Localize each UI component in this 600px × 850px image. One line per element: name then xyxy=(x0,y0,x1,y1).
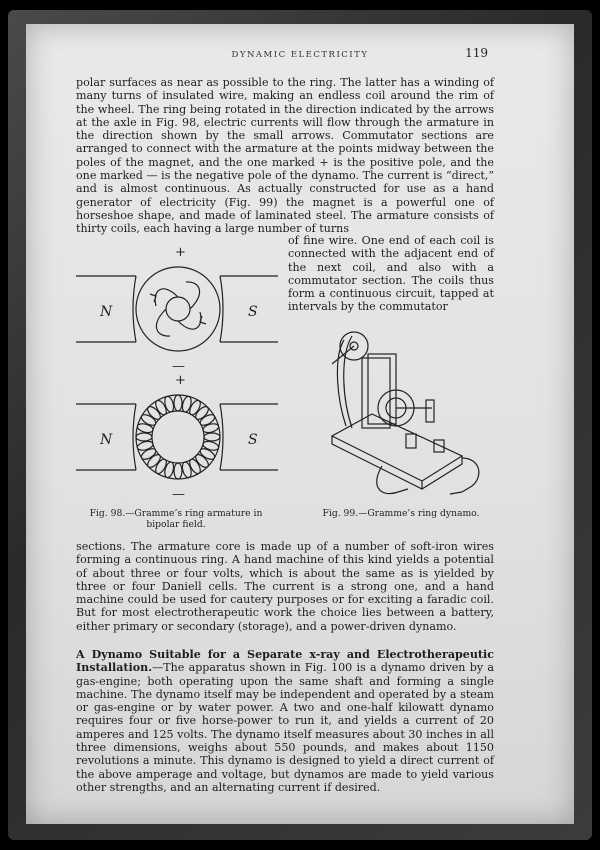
armature-coil xyxy=(136,422,154,434)
fig98-top-diagram xyxy=(72,246,282,372)
fig98-bottom-plus-label: + xyxy=(175,374,186,388)
paragraph-polar-surfaces: polar surfaces as near as possible to the ring. The latter has a winding of many turns of insulated wire, making an endless coil around the rim of the wheel. The ring being rotated in the direction indicated by the arrows at the axle in Fig. 98, electric currents will flow through the armature in the direction shown by the small arrows. Commutator sections are arranged to connect with the armature at the points midway between the poles of the magnet, and the one marked + is the positive pole, and the one marked — is the negative pole of the dynamo. The current is “direct,” and is almost continuous. As actually constructed for use as a hand generator of electricity (Fig. 99) the magnet is a powerful one of horseshoe shape, and made of laminated steel. The armature consists of thirty coils, each having a large number of turns xyxy=(76,76,494,236)
fig99-caption: Fig. 99.—Gramme’s ring dynamo. xyxy=(322,508,480,519)
fig99-hand-dynamo-drawing xyxy=(322,316,492,506)
armature-coil xyxy=(181,461,193,479)
armature-coil xyxy=(163,461,175,479)
paragraph-dynamo-installation xyxy=(76,648,494,794)
section-body-text: —The apparatus shown in Fig. 100 is a dynamo driven by a gas-engine; both operating upon the same shaft and forming a single machine. The dynamo itself may be independent and operated by a steam or gas-engine or by water power. A two and one-half kilowatt dynamo requires four or five horse-power to run it, and yields a current of 20 amperes and 125 volts. The dynamo itself measures about 30 inches in all three dimensions, weighs about 550 pounds, and makes about 1150 revolutions a minute. This dynamo is designed to yield a direct current of the above amperage and voltage, but dynamos are made to yield various other strengths, and an alternating current if desired. xyxy=(76,661,494,794)
fig98-caption: Fig. 98.—Gramme’s ring armature in bipolar field. xyxy=(89,508,263,530)
armature-coil xyxy=(136,440,154,452)
armature-coil xyxy=(181,395,193,413)
fig98-top-north-label: N xyxy=(100,304,113,320)
armature-coil xyxy=(174,463,182,479)
fig98-top-plus-label: + xyxy=(175,246,186,260)
armature-coil xyxy=(136,433,152,441)
fig98-bottom-minus-label: — xyxy=(172,487,185,500)
fig98-bottom-south-label: S xyxy=(248,432,258,448)
armature-coil xyxy=(202,422,220,434)
armature-coil xyxy=(163,395,175,413)
section-heading: A Dynamo Suitable for a Separate x-ray and Electrotherapeutic Installation. xyxy=(76,648,494,675)
fig98-bottom-diagram xyxy=(72,374,282,500)
paragraph-fine-wire: of fine wire. One end of each coil is connected with the adjacent end of the next coil, and also with a commutator section. The coils thus form a continuous circuit, tapped at intervals by the commutator xyxy=(288,234,494,314)
fig98-top-minus-label: — xyxy=(172,359,185,372)
fig98-bottom-north-label: N xyxy=(100,432,113,448)
book-page xyxy=(26,24,574,824)
paragraph-armature-core: sections. The armature core is made up of a number of soft-iron wires forming a continuous ring. A hand machine of this kind yields a potential of about three or four volts, which is about the same as is yielded by three or four Daniell cells. The current is a strong one, and a hand machine could be used for cautery purposes or for exciting a faradic coil. But for most electrotherapeutic work the choice lies between a battery, either primary or secondary (storage), and a power-driven dynamo. xyxy=(76,540,494,633)
armature-coil xyxy=(204,433,220,441)
armature-coil xyxy=(202,440,220,452)
armature-coil xyxy=(174,395,182,411)
running-head: DYNAMIC ELECTRICITY xyxy=(231,50,369,60)
page-number: 119 xyxy=(465,46,488,60)
fig98-top-south-label: S xyxy=(248,304,258,320)
